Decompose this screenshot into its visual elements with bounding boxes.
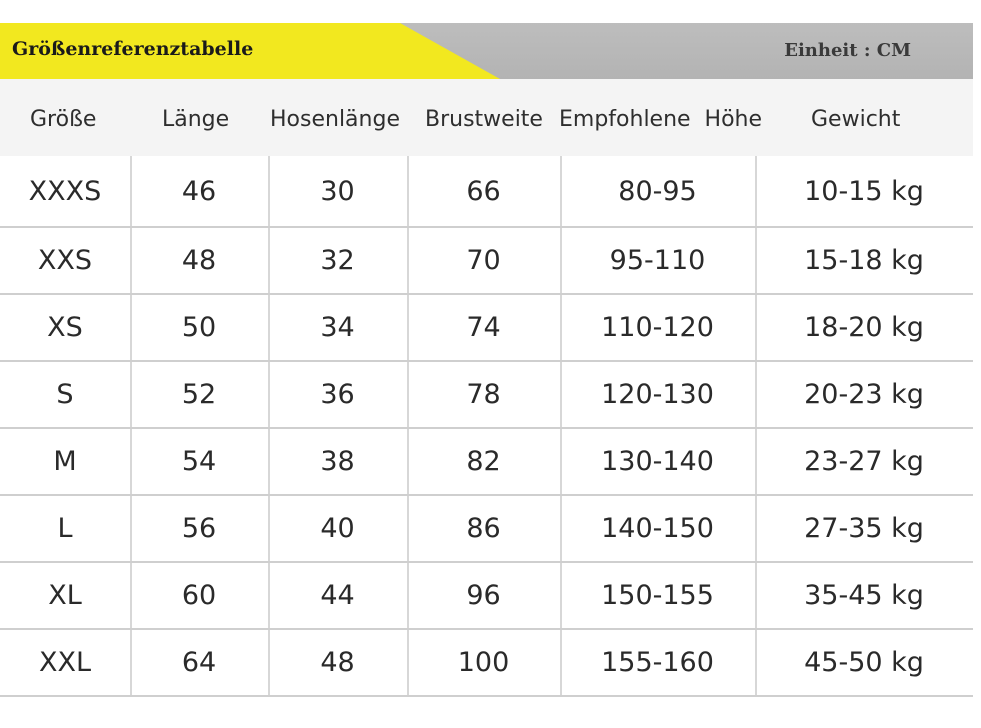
cell-size: XS [47,312,83,343]
cell-laenge: 64 [181,647,217,678]
cell-hosenlaenge: 48 [320,647,355,678]
cell-hoehe: 150-155 [601,580,714,611]
cell-gewicht: 23-27 kg [804,446,924,477]
cell-gewicht: 18-20 kg [804,312,924,343]
cell-laenge: 46 [181,175,217,207]
cell-laenge: 52 [181,379,217,410]
cell-hoehe: 95-110 [609,245,706,276]
cell-size: L [57,513,73,544]
cell-gewicht: 45-50 kg [804,647,924,678]
cell-brustweite: 100 [457,647,510,678]
cell-hosenlaenge: 38 [320,446,355,477]
table-row [0,156,973,228]
cell-hosenlaenge: 30 [320,175,355,207]
cell-gewicht: 27-35 kg [804,513,924,544]
header-laenge: Länge [162,107,230,132]
cell-gewicht: 35-45 kg [804,580,924,611]
cell-hoehe: 130-140 [601,446,714,477]
cell-brustweite: 66 [466,175,501,207]
cell-size: XXL [38,647,92,678]
cell-brustweite: 74 [466,312,501,343]
unit-label: Einheit : CM [784,40,911,61]
header-groesse: Größe [30,107,97,132]
cell-brustweite: 70 [466,245,501,276]
cell-hoehe: 80-95 [618,175,697,207]
header-brustweite: Brustweite [425,107,543,132]
table-body [0,156,973,697]
cell-laenge: 48 [181,245,217,276]
table-header-row [0,79,973,156]
cell-brustweite: 78 [466,379,501,410]
cell-hoehe: 120-130 [601,379,714,410]
cell-hosenlaenge: 32 [320,245,355,276]
title-banner [0,23,973,79]
table-row [0,228,973,295]
cell-hosenlaenge: 40 [320,513,355,544]
cell-size: XXXS [28,175,102,207]
cell-size: XXS [37,245,93,276]
cell-size: XL [48,580,82,611]
table-row [0,563,973,630]
cell-hosenlaenge: 44 [320,580,355,611]
cell-size: S [56,379,74,410]
cell-laenge: 56 [181,513,217,544]
cell-hoehe: 140-150 [601,513,714,544]
table-row [0,630,973,697]
table-row [0,295,973,362]
table-row [0,362,973,429]
cell-size: M [53,446,77,477]
header-empfohlene-hoehe: Empfohlene Höhe [559,107,763,132]
table-row [0,429,973,496]
table-row [0,496,973,563]
cell-laenge: 60 [181,580,217,611]
cell-hoehe: 110-120 [601,312,714,343]
cell-laenge: 50 [181,312,217,343]
cell-laenge: 54 [181,446,217,477]
cell-gewicht: 10-15 kg [804,175,924,207]
header-hosenlaenge: Hosenlänge [270,107,400,132]
cell-brustweite: 96 [466,580,501,611]
cell-hoehe: 155-160 [601,647,714,678]
table-title: Größenreferenztabelle [12,38,254,60]
header-gewicht: Gewicht [811,107,901,132]
cell-gewicht: 15-18 kg [804,245,924,276]
cell-gewicht: 20-23 kg [804,379,924,410]
cell-brustweite: 82 [466,446,501,477]
cell-brustweite: 86 [466,513,501,544]
cell-hosenlaenge: 34 [320,312,355,343]
cell-hosenlaenge: 36 [320,379,355,410]
